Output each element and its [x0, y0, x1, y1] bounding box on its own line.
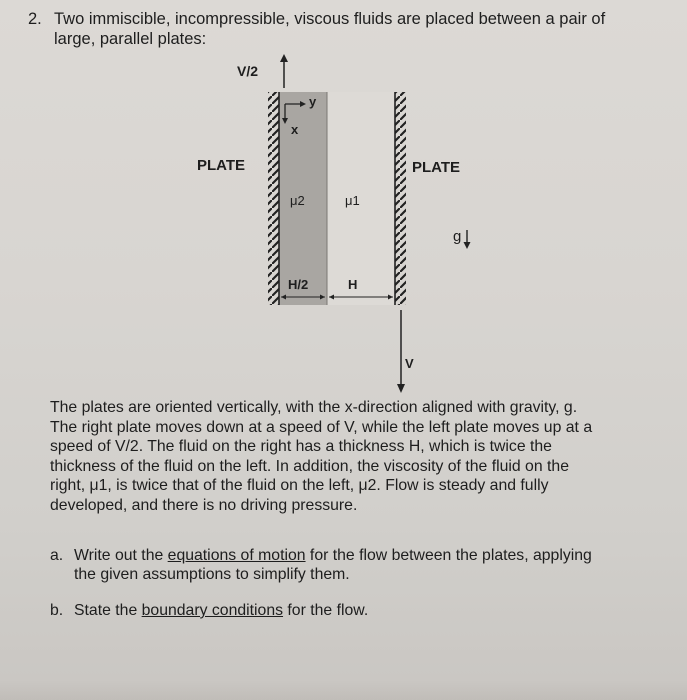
right-plate: [395, 92, 406, 305]
question-parts: [50, 546, 660, 637]
part-b: [50, 601, 660, 620]
part-text: for the flow between the plates, applying: [305, 547, 592, 564]
part-label: b.: [50, 602, 64, 619]
plate-left-label: PLATE: [197, 157, 246, 174]
part-text: for the flow.: [283, 602, 369, 619]
paragraph-line: The plates are oriented vertically, with the x-direction aligned with gravity, g.: [50, 399, 578, 416]
thickness-right-label: H: [348, 277, 358, 292]
thickness-left-label: H/2: [288, 277, 309, 292]
axis-x-label: x: [291, 122, 299, 137]
part-text: Write out the: [74, 547, 168, 564]
gravity-label: g: [453, 228, 462, 245]
question-text-line1: Two immiscible, incompressible, viscous fluids are placed between a pair of: [54, 10, 606, 28]
axis-y-label: y: [309, 94, 317, 109]
part-a: [50, 546, 660, 584]
part-label: a.: [50, 547, 64, 564]
page-bottom-shadow: [0, 680, 687, 700]
question-number: 2.: [28, 10, 42, 28]
velocity-down-arrow: [397, 310, 405, 393]
velocity-top-label: V/2: [237, 63, 259, 79]
part-text: State the: [74, 602, 142, 619]
paragraph-line: right, μ1, is twice that of the fluid on the left, μ2. Flow is steady and fully: [50, 477, 549, 494]
paragraph-line: developed, and there is no driving pressure.: [50, 496, 358, 514]
fluid-1-region: [327, 92, 395, 305]
part-key-term: boundary conditions: [141, 602, 284, 619]
gravity-arrow: [464, 230, 471, 249]
mu2-label: μ2: [290, 193, 305, 208]
paragraph-line: thickness of the fluid on the left. In addition, the viscosity of the fluid on the: [50, 457, 569, 475]
question-text-line2: large, parallel plates:: [54, 30, 207, 48]
velocity-up-arrow: [280, 54, 288, 88]
paragraph-line: The right plate moves down at a speed of V, while the left plate moves up at a: [50, 418, 593, 436]
part-key-term: equations of motion: [167, 547, 306, 564]
problem-description: [50, 398, 660, 515]
mu1-label: μ1: [345, 193, 360, 208]
plate-right-label: PLATE: [412, 159, 461, 176]
left-plate: [268, 92, 279, 305]
paragraph-line: speed of V/2. The fluid on the right has a thickness H, which is twice the: [50, 438, 552, 455]
part-text-line2: the given assumptions to simplify them.: [74, 566, 350, 583]
velocity-bottom-label: V: [405, 356, 414, 371]
